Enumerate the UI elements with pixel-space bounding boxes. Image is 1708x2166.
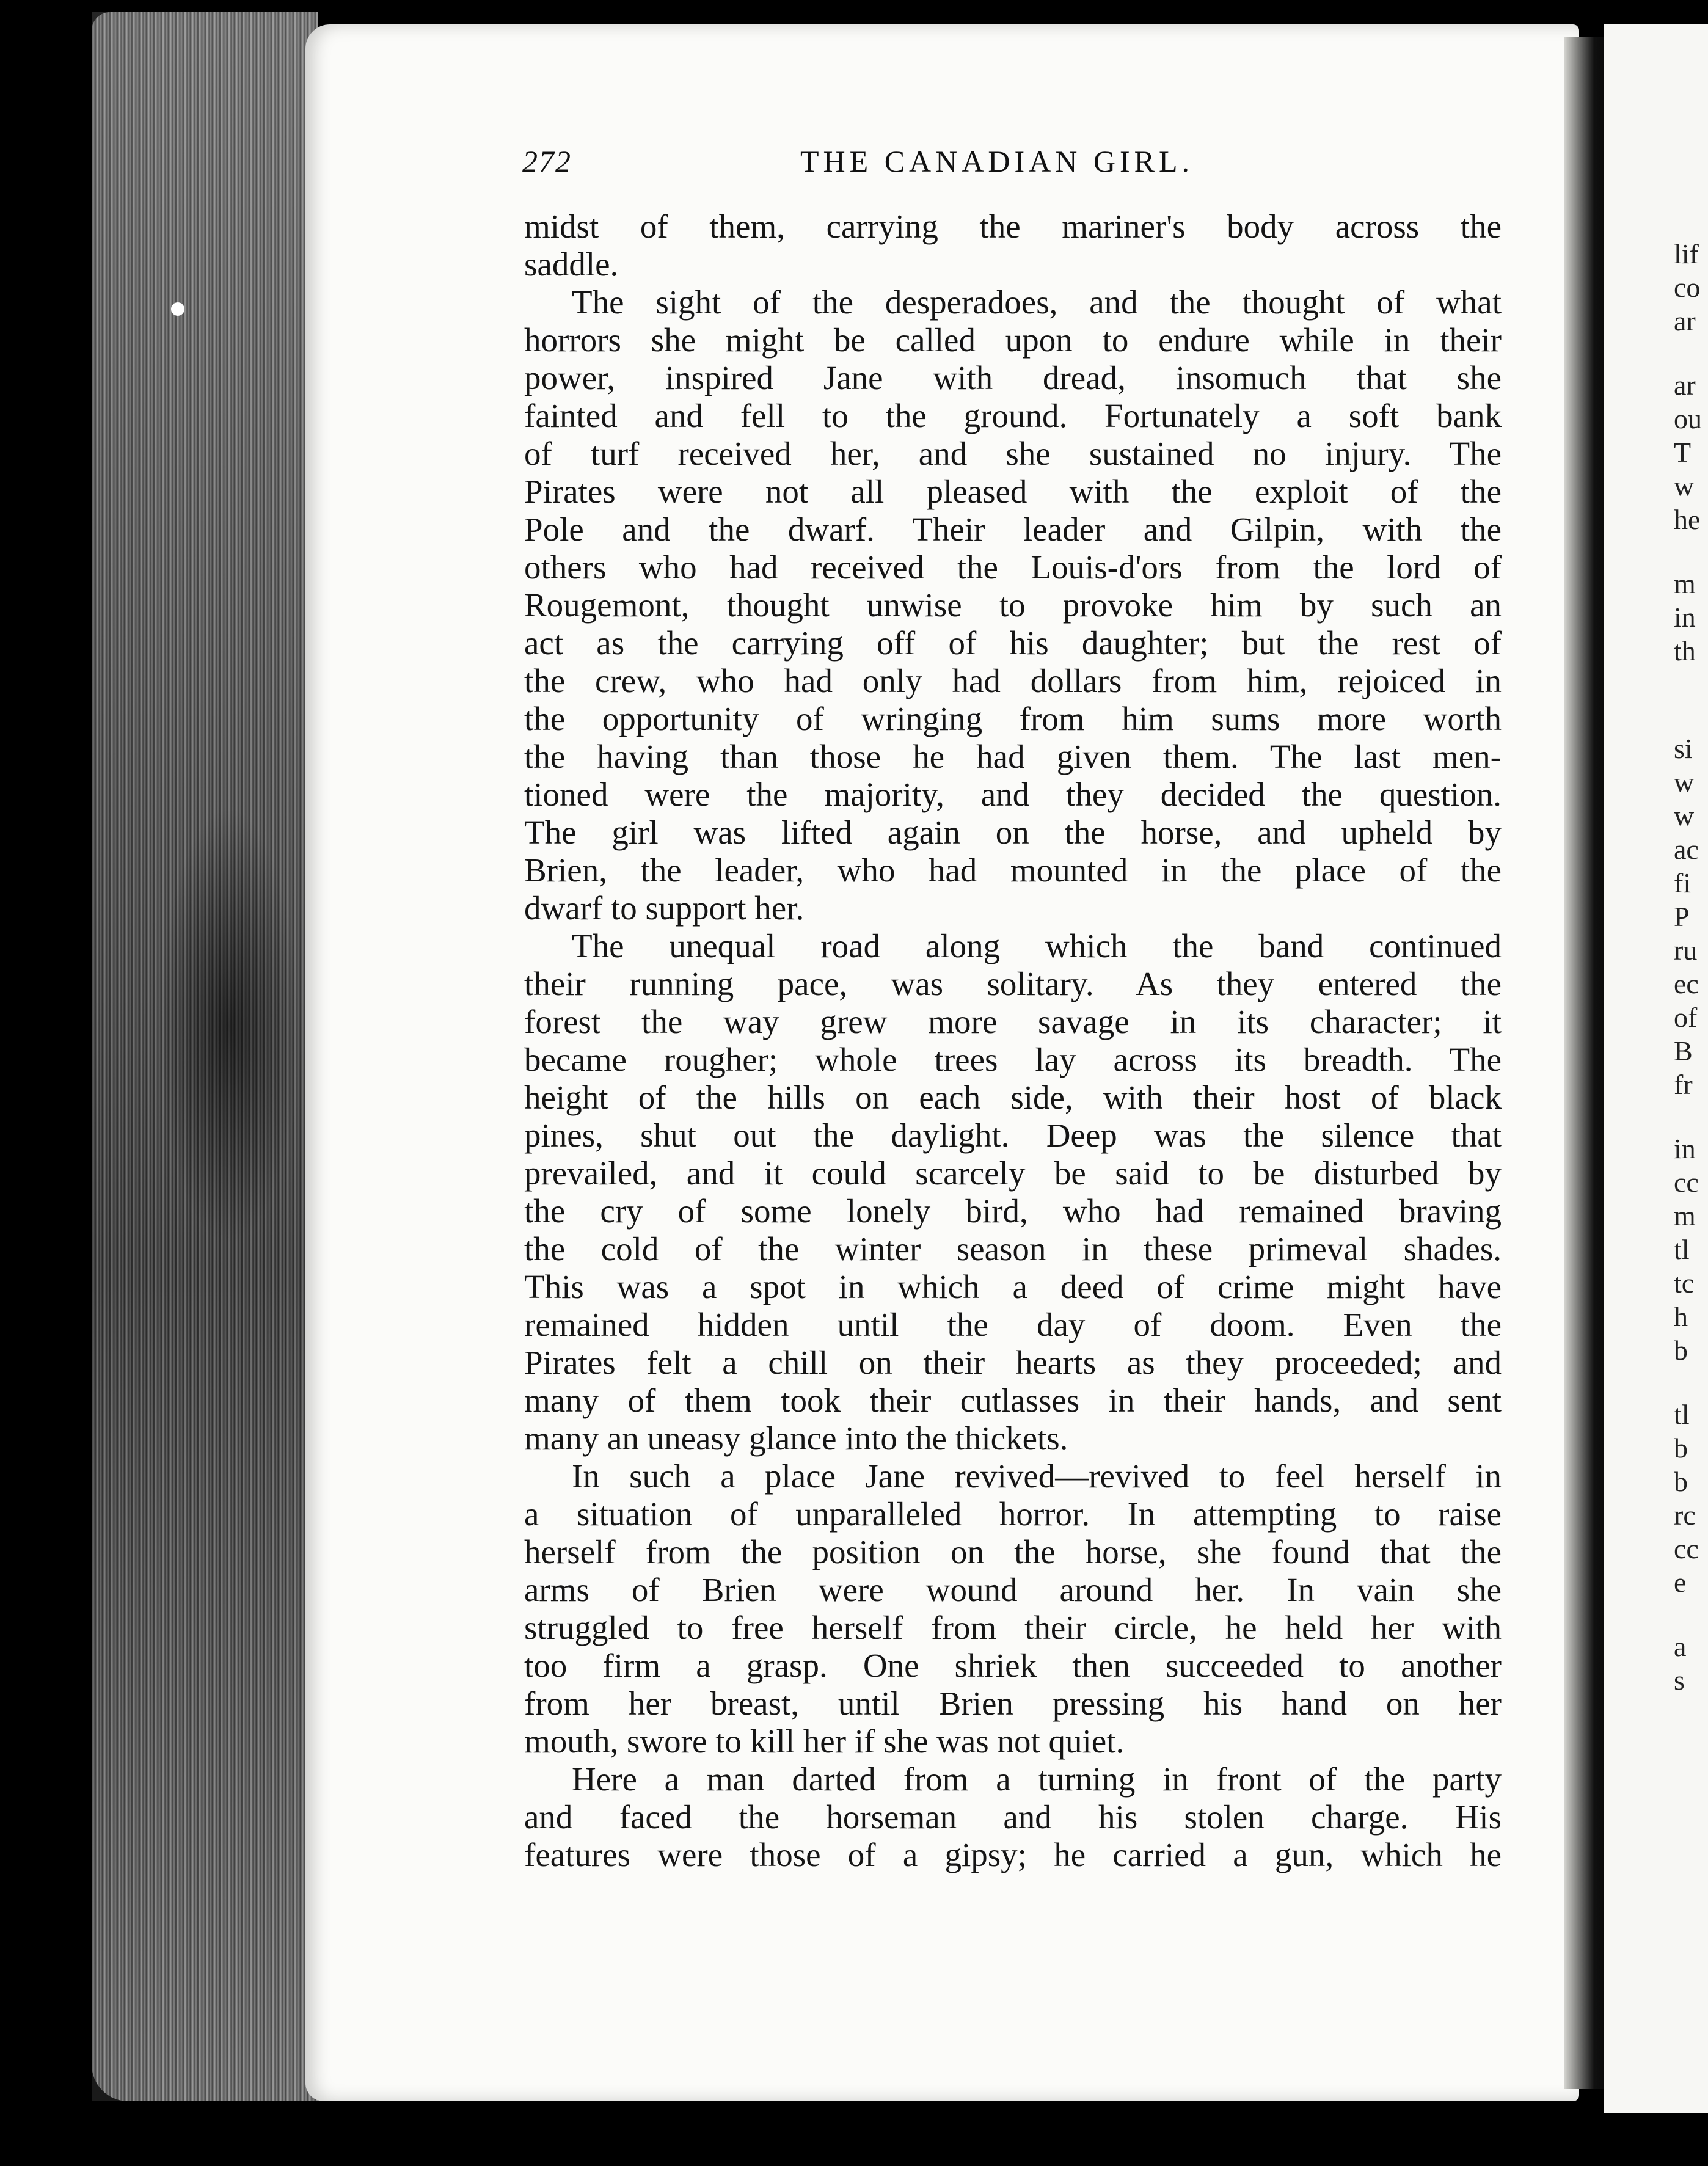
facing-text-fragment: si xyxy=(1674,733,1693,764)
facing-text-fragment: ar xyxy=(1674,370,1696,401)
text-line: features were those of a gipsy; he carried a gun, which he xyxy=(524,1836,1502,1873)
facing-text-fragment: ru xyxy=(1674,935,1698,966)
facing-text-fragment: in xyxy=(1674,1133,1696,1164)
text-line: too firm a grasp. One shriek then succeeded to another xyxy=(524,1647,1502,1684)
facing-text-fragment: fr xyxy=(1674,1069,1693,1100)
facing-text-fragment: lif xyxy=(1674,238,1699,269)
running-title: THE CANADIAN GIRL. xyxy=(800,144,1194,178)
text-line: the opportunity of wringing from him sums more worth xyxy=(524,700,1502,737)
facing-text-fragment: w xyxy=(1674,800,1695,831)
facing-text-fragment: m xyxy=(1674,568,1696,599)
text-line: This was a spot in which a deed of crime might have xyxy=(524,1268,1502,1305)
facing-text-fragment: w xyxy=(1674,470,1695,501)
facing-text-fragment: e xyxy=(1674,1567,1687,1598)
text-line: tioned were the majority, and they decided the question. xyxy=(524,776,1502,813)
facing-text-fragment: ac xyxy=(1674,834,1699,865)
facing-text-fragment: m xyxy=(1674,1200,1696,1231)
text-line: The unequal road along which the band continued xyxy=(572,927,1502,964)
facing-text-fragment: tl xyxy=(1674,1234,1690,1265)
facing-page xyxy=(1604,24,1708,2113)
text-line: and faced the horseman and his stolen charge. His xyxy=(524,1798,1502,1836)
facing-text-fragment: fi xyxy=(1674,867,1692,899)
text-line: prevailed, and it could scarcely be said to be disturbed by xyxy=(524,1154,1502,1192)
facing-text-fragment: ou xyxy=(1674,403,1702,434)
text-line: midst of them, carrying the mariner's body across the xyxy=(524,208,1502,245)
text-line: mouth, swore to kill her if she was not quiet. xyxy=(524,1723,1125,1760)
text-line: height of the hills on each side, with their host of black xyxy=(524,1079,1502,1116)
facing-text-fragment: b xyxy=(1674,1466,1688,1497)
text-line: many an uneasy glance into the thickets. xyxy=(524,1420,1068,1457)
facing-text-fragment: w xyxy=(1674,767,1695,798)
text-line: pines, shut out the daylight. Deep was the silence that xyxy=(524,1117,1502,1154)
text-line: the cold of the winter season in these primeval shades. xyxy=(524,1230,1502,1267)
facing-text-fragment: b xyxy=(1674,1432,1688,1464)
facing-text-fragment: tc xyxy=(1674,1267,1695,1299)
text-line: a situation of unparalleled horror. In attempting to raise xyxy=(524,1495,1502,1533)
text-line: struggled to free herself from their circle, he held her with xyxy=(524,1609,1502,1646)
text-line: Pole and the dwarf. Their leader and Gilpin, with the xyxy=(524,511,1502,548)
text-line: the having than those he had given them. The last men- xyxy=(524,738,1502,775)
facing-text-fragment: tl xyxy=(1674,1399,1690,1430)
facing-text-fragment: b xyxy=(1674,1335,1688,1366)
facing-text-fragment: B xyxy=(1674,1035,1693,1067)
text-line: horrors she might be called upon to endure while in their xyxy=(524,321,1502,359)
text-line: The sight of the desperadoes, and the thought of what xyxy=(572,283,1502,321)
text-line: the cry of some lonely bird, who had remained braving xyxy=(524,1192,1502,1230)
text-line: Rougemont, thought unwise to provoke him by such an xyxy=(524,586,1502,624)
text-line: herself from the position on the horse, she found that the xyxy=(524,1533,1502,1570)
text-line: power, inspired Jane with dread, insomuch that she xyxy=(524,359,1502,396)
facing-text-fragment: cc xyxy=(1674,1167,1699,1198)
text-line: forest the way grew more savage in its character; it xyxy=(524,1003,1502,1040)
text-line: of turf received her, and she sustained no injury. The xyxy=(524,435,1502,472)
facing-text-fragment: of xyxy=(1674,1002,1698,1033)
page-number: 272 xyxy=(522,144,572,178)
facing-text-fragment: s xyxy=(1674,1665,1685,1696)
text-line: their running pace, was solitary. As they entered the xyxy=(524,965,1502,1002)
facing-text-fragment: P xyxy=(1674,901,1690,932)
text-line: many of them took their cutlasses in their hands, and sent xyxy=(524,1382,1502,1419)
facing-text-fragment: co xyxy=(1674,272,1701,303)
edge-spot xyxy=(171,302,184,316)
text-line: Here a man darted from a turning in front of the party xyxy=(572,1760,1502,1798)
text-line: Pirates were not all pleased with the exploit of the xyxy=(524,473,1502,510)
facing-text-fragment: th xyxy=(1674,635,1696,666)
text-line: In such a place Jane revived—revived to feel herself in xyxy=(572,1457,1502,1495)
text-line: others who had received the Louis-d'ors from the lord of xyxy=(524,549,1502,586)
text-line: arms of Brien were wound around her. In vain she xyxy=(524,1571,1502,1608)
text-line: from her breast, until Brien pressing his hand on her xyxy=(524,1685,1502,1722)
facing-text-fragment: a xyxy=(1674,1631,1687,1662)
body-text xyxy=(524,208,1502,1874)
facing-text-fragment: ar xyxy=(1674,305,1696,337)
facing-text-fragment: h xyxy=(1674,1301,1688,1332)
text-line: fainted and fell to the ground. Fortunately a soft bank xyxy=(524,397,1502,434)
text-line: saddle. xyxy=(524,246,619,283)
facing-text-fragment: he xyxy=(1674,504,1701,535)
facing-text-fragment: rc xyxy=(1674,1500,1696,1531)
facing-text-fragment: cc xyxy=(1674,1533,1699,1564)
facing-text-fragment: T xyxy=(1674,437,1692,468)
running-header xyxy=(522,144,1243,186)
facing-text-fragment: ec xyxy=(1674,968,1699,999)
text-line: the crew, who had only had dollars from him, rejoiced in xyxy=(524,662,1502,699)
text-line: The girl was lifted again on the horse, and upheld by xyxy=(524,814,1502,851)
text-line: dwarf to support her. xyxy=(524,889,805,927)
text-line: became rougher; whole trees lay across its breadth. The xyxy=(524,1041,1502,1078)
text-line: Pirates felt a chill on their hearts as they proceeded; and xyxy=(524,1344,1502,1381)
edge-stain xyxy=(159,806,299,1246)
text-line: Brien, the leader, who had mounted in the place of the xyxy=(524,851,1502,889)
text-line: act as the carrying off of his daughter; but the rest of xyxy=(524,624,1502,662)
text-line: remained hidden until the day of doom. Even the xyxy=(524,1306,1502,1343)
facing-text-fragment: in xyxy=(1674,602,1696,633)
